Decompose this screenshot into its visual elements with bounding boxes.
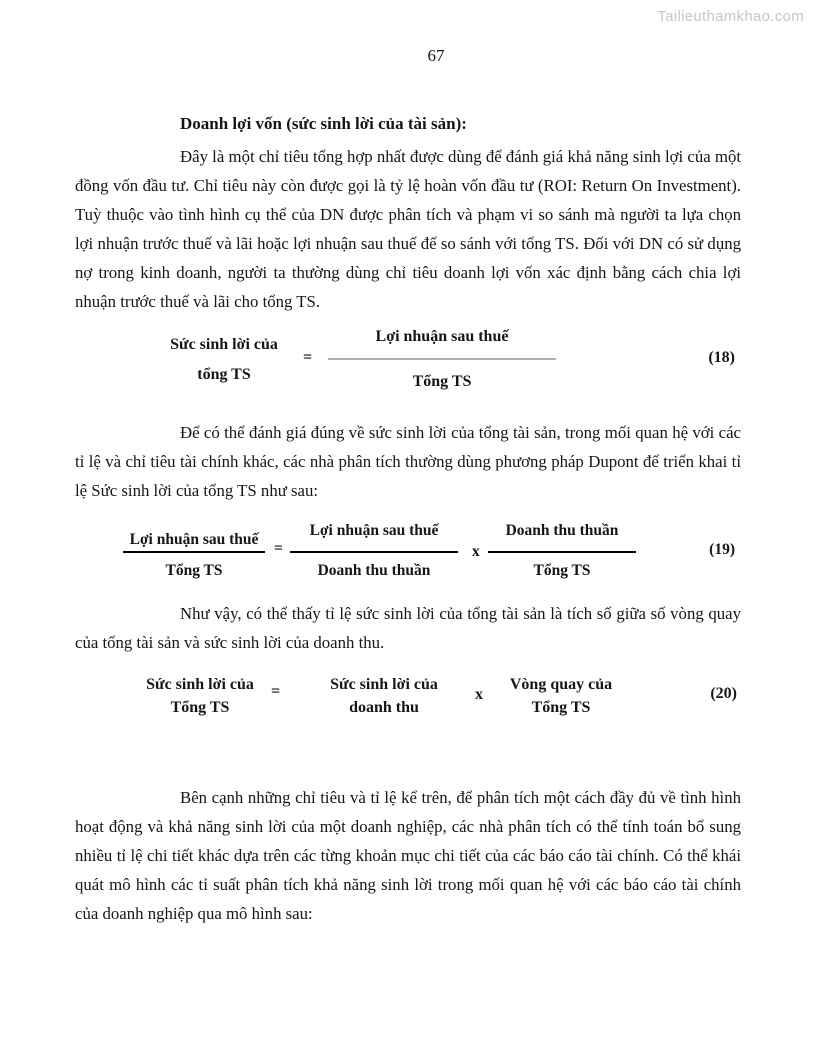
- formula-18-lhs-line2: tổng TS: [197, 366, 251, 383]
- formula-20-lhs-line1: Sức sinh lời của: [146, 676, 254, 693]
- paragraph: Để có thể đánh giá đúng về sức sinh lời của tổng tài sản, trong mối quan hệ với các tỉ lệ và chỉ tiêu tài chính khác, các nhà phân tích thường dùng phương pháp Dupont để triển khai tỉ lệ Sức sinh lời của tổng TS như sau:: [75, 423, 741, 500]
- formula-19-frac1-denominator: Tổng TS: [165, 562, 223, 579]
- equals-sign: =: [271, 683, 281, 700]
- formula-19-frac3-numerator: Doanh thu thuần: [505, 522, 619, 539]
- formula-18-fraction: [328, 322, 556, 391]
- formula-19: [75, 505, 741, 589]
- paragraph: Bên cạnh những chỉ tiêu và tỉ lệ kể trên, để phân tích một cách đầy đủ về tình hình hoạt động và khả năng sinh lời của một doanh nghiệp, các nhà phân tích có thể tính toán bổ sung nhiều tỉ lệ chi tiết khác dựa trên các từng khoản mục chi tiết của các báo cáo tài chính. Có thể khái quát mô hình các tỉ suất phân tích khả năng sinh lời trong mối quan hệ với các báo cáo tài chính của doanh nghiệp qua mô hình sau:: [75, 788, 741, 923]
- paragraph: Như vậy, có thể thấy tỉ lệ sức sinh lời của tổng tài sản là tích số giữa số vòng quay của tổng tài sản và sức sinh lời của doanh thu.: [75, 604, 741, 652]
- formula-20-mid-line1: Sức sinh lời của: [330, 676, 438, 693]
- formula-18-numerator: Lợi nhuận sau thuế: [375, 328, 509, 345]
- equation-number: (20): [710, 685, 737, 702]
- page-number: 67: [427, 46, 445, 65]
- formula-19-fraction-2: [290, 505, 458, 580]
- page-content: [75, 112, 741, 928]
- multiply-sign: x: [475, 686, 483, 703]
- formula-20-mid: [318, 673, 450, 719]
- watermark: Tailieuthamkhao.com: [657, 8, 804, 25]
- formula-18-lhs: [161, 330, 287, 390]
- equals-sign: =: [274, 540, 283, 557]
- formula-20-lhs: [137, 673, 263, 719]
- equation-number: (18): [708, 349, 735, 366]
- formula-19-frac2-numerator: Lợi nhuận sau thuế: [309, 522, 439, 539]
- paragraph: Đây là một chỉ tiêu tổng hợp nhất được dùng để đánh giá khả năng sinh lợi của một đồng vốn đầu tư. Chỉ tiêu này còn được gọi là tỷ lệ hoàn vốn đầu tư (ROI: Return On Investment). Tuỳ thuộc vào tình hình cụ thể của DN được phân tích và phạm vi so sánh mà người ta lựa chọn lợi nhuận trước thuế và lãi hoặc lợi nhuận sau thuế để so sánh với tổng TS. Đối với DN có sử dụng nợ trong kinh doanh, người ta thường dùng chỉ tiêu doanh lợi vốn xác định bằng cách chia lợi nhuận trước thuế và lãi cho tổng TS.: [75, 147, 741, 311]
- equation-number: (19): [709, 541, 735, 558]
- equals-sign: =: [303, 349, 313, 366]
- formula-19-frac2-denominator: Doanh thu thuần: [317, 562, 431, 579]
- formula-20-rhs: [501, 673, 621, 719]
- section-heading: Doanh lợi vốn (sức sinh lời của tài sản):: [180, 114, 467, 133]
- formula-19-fraction-1: [123, 505, 265, 580]
- formula-20-rhs-line1: Vòng quay của: [509, 676, 613, 693]
- formula-19-frac3-denominator: Tổng TS: [533, 562, 591, 579]
- formula-18-lhs-line1: Sức sinh lời của: [170, 336, 278, 353]
- formula-19-frac1-numerator: Lợi nhuận sau thuế: [129, 531, 259, 548]
- formula-18-denominator: Tổng TS: [412, 373, 472, 390]
- formula-20-mid-line2: doanh thu: [349, 699, 419, 716]
- multiply-sign: x: [472, 543, 480, 560]
- formula-20-rhs-line2: Tổng TS: [531, 699, 591, 716]
- formula-18: [75, 322, 741, 404]
- formula-20-lhs-line2: Tổng TS: [170, 699, 230, 716]
- formula-20: [75, 673, 741, 721]
- formula-19-fraction-3: [488, 505, 636, 580]
